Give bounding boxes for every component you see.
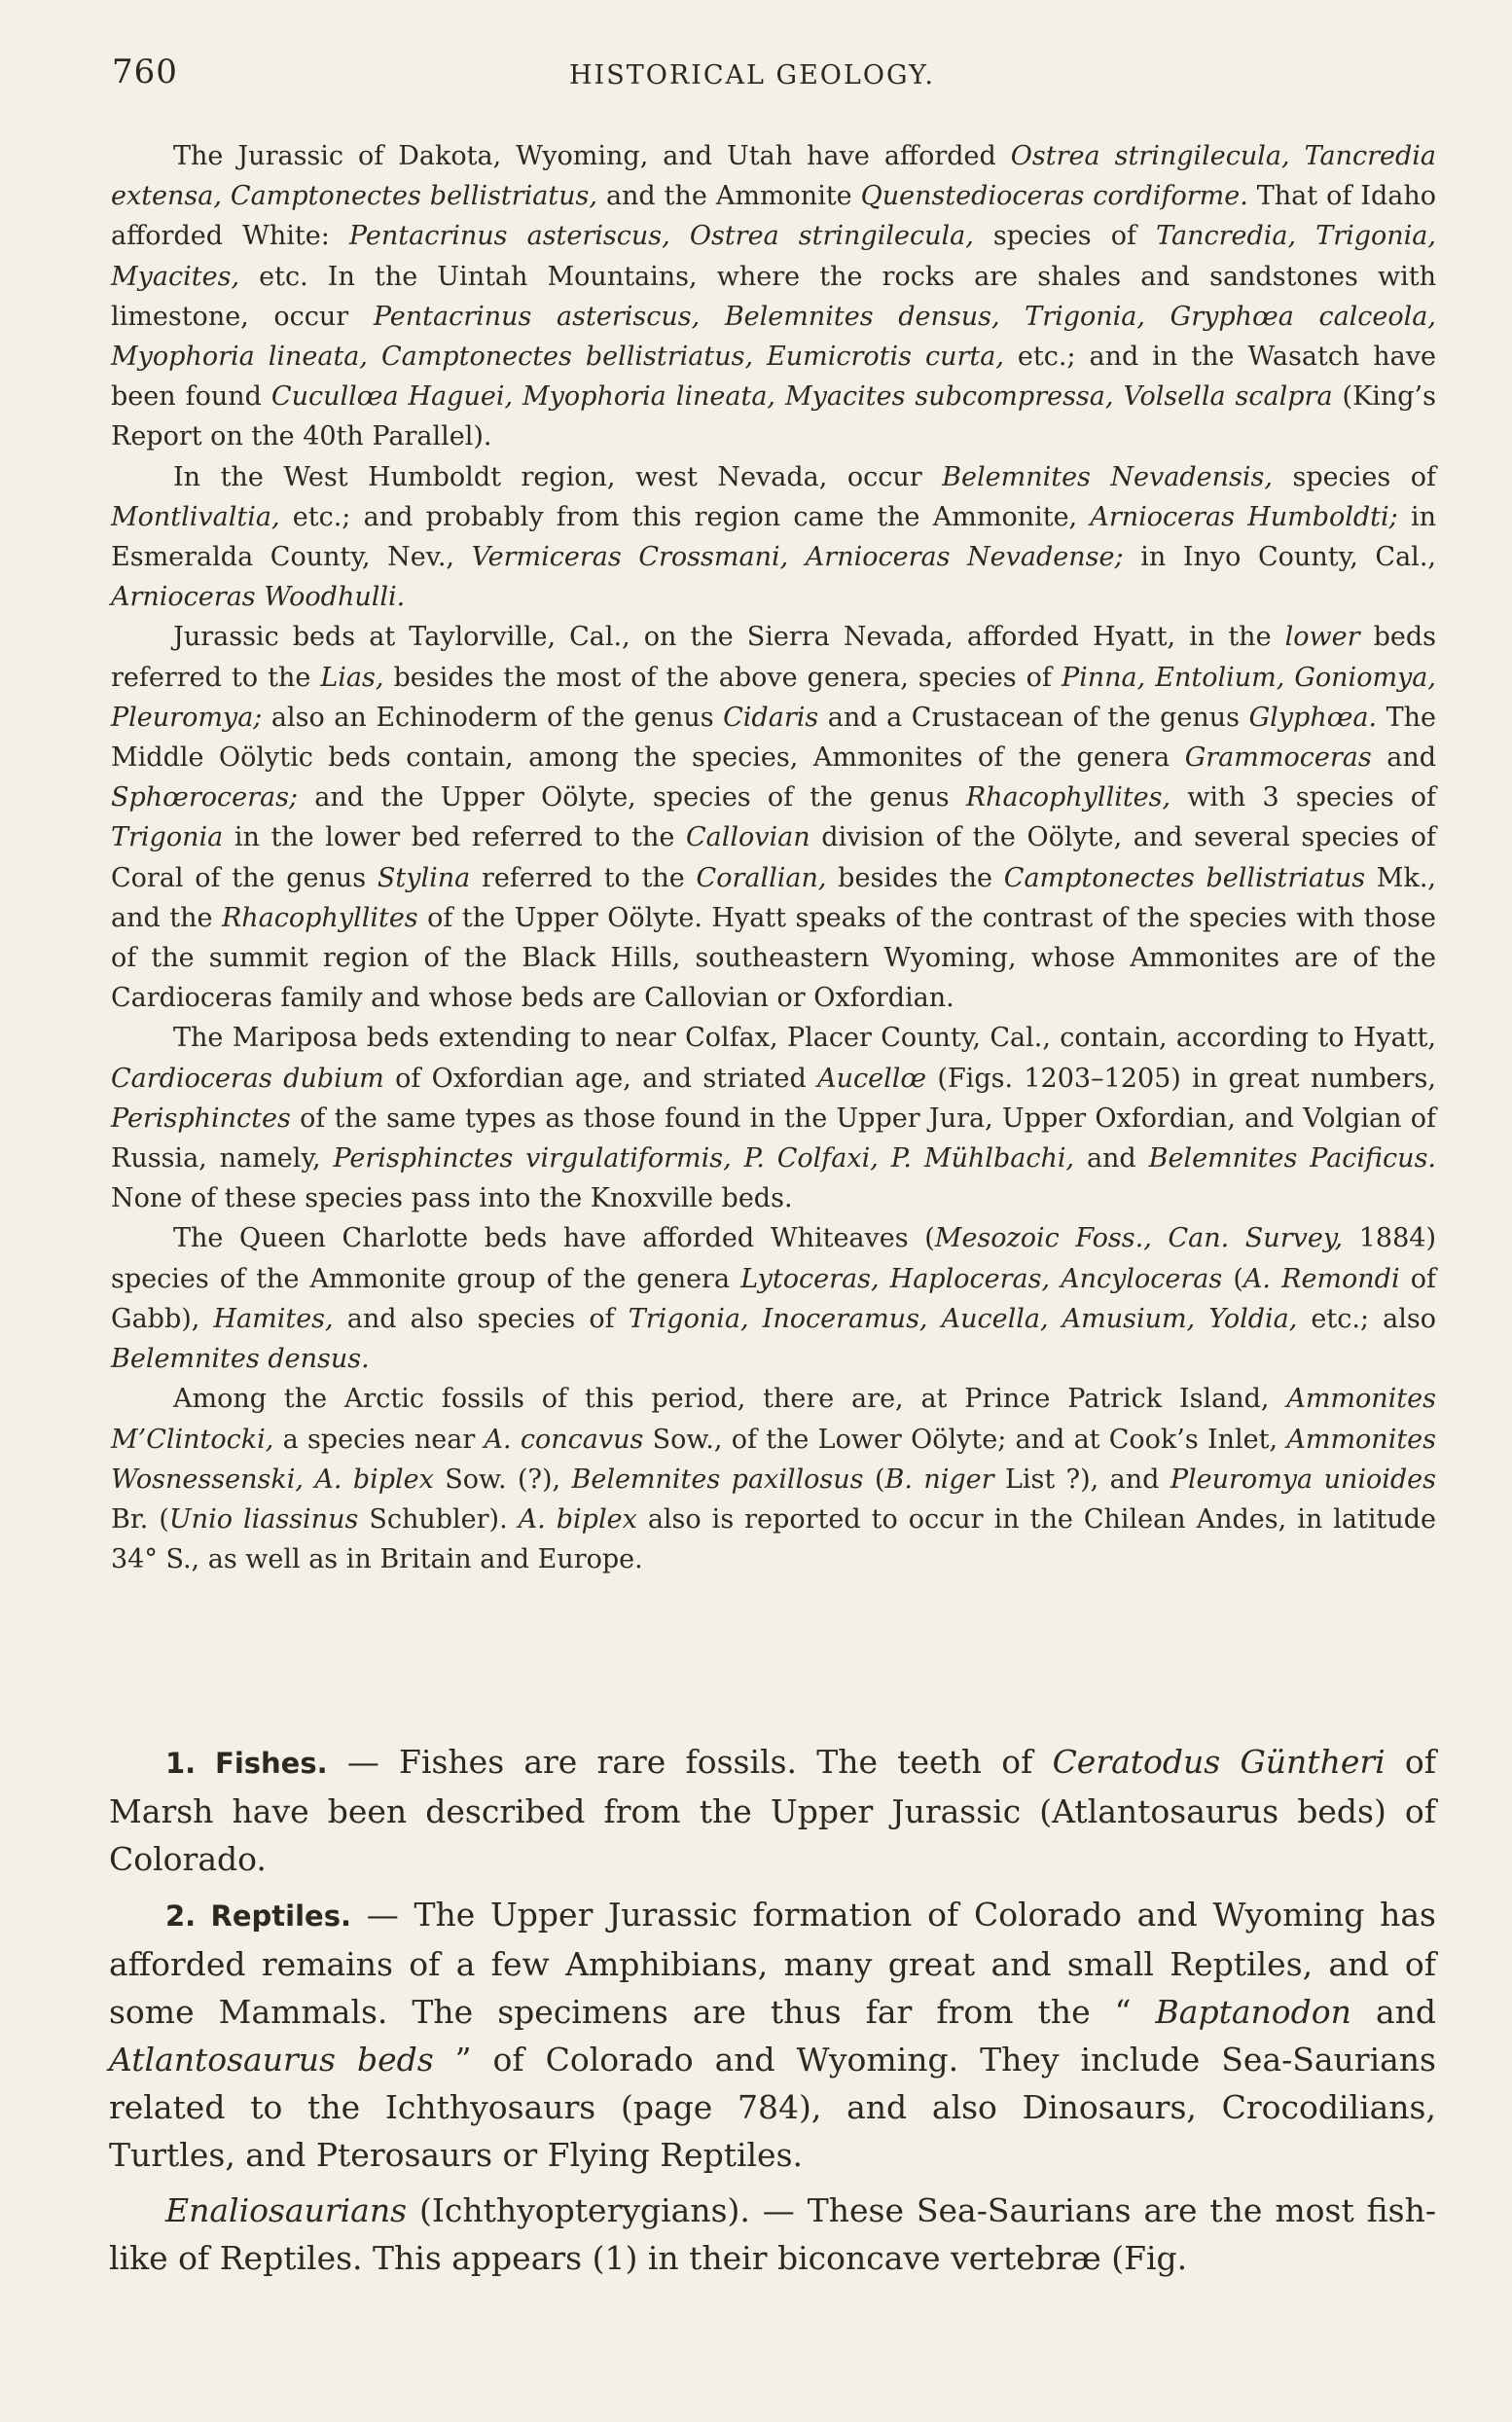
text-run: and: [1074, 1143, 1149, 1175]
text-run: The Jurassic of Dakota, Wyoming, and Utah have afforded: [173, 141, 1011, 171]
italic-term: Quenstedioceras cordiforme.: [860, 181, 1248, 212]
text-run: besides the most of the above genera, species of: [383, 662, 1062, 693]
text-run: Jurassic beds at Taylorville, Cal., on the Sierra Nevada, afforded Hyatt, in the: [173, 622, 1285, 653]
italic-term: Cardioceras dubium: [111, 1063, 384, 1094]
section-heading: 2. Reptiles.: [165, 1899, 351, 1933]
text-run: (Ichthyopterygians). — These Sea-Saurians are the most fish-like of Reptiles. This appears (1) in their biconcave vertebræ (Fig.: [109, 2191, 1436, 2277]
text-run: etc.; and in the Wasatch have been found: [111, 342, 1437, 413]
italic-term: Grammoceras: [1184, 742, 1372, 774]
paragraph-dakota-wyoming-utah: [111, 136, 1436, 457]
text-run: Mk., and the: [111, 862, 1436, 933]
italic-term: Cucullœa Haguei, Myophoria lineata, Myacites subcompressa, Volsella scalpra: [270, 381, 1333, 413]
italic-term: A. biplex: [518, 1503, 637, 1535]
text-run: In the West Humboldt region, west Nevada, occur: [173, 461, 943, 492]
text-run: — The Upper Jurassic formation of Colorado and Wyoming has afforded remains of a few Amphibians, many great and small Reptiles, and of some Mammals. The specimens are thus far from the “: [109, 1896, 1436, 2031]
small-print-section: [111, 136, 1436, 1579]
italic-term: Pentacrinus asteriscus, Ostrea stringilecula,: [348, 221, 974, 252]
italic-term: Baptanodon: [1155, 1993, 1351, 2031]
text-run: referred to the: [470, 862, 697, 893]
text-run: division of the Oölyte, and several species of Coral of the genus: [111, 822, 1436, 893]
text-run: etc.; also: [1297, 1303, 1437, 1334]
main-text-section: [109, 1738, 1436, 2290]
text-run: Schubler).: [358, 1503, 519, 1535]
italic-term: Hamites,: [213, 1303, 334, 1334]
text-run: — Fishes are rare fossils. The teeth of: [327, 1743, 1053, 1781]
text-run: ” of Colorado and Wyoming. They include Sea-Saurians related to the Ichthyosaurs (page 784), and also Dinosaurs, Crocodilians, Turtles, and Pterosaurs or Flying Reptiles.: [109, 2041, 1436, 2174]
text-run: (King’s Report on the 40th Parallel).: [111, 381, 1436, 452]
text-run: None of these species pass into the Knoxville beds.: [111, 1183, 793, 1214]
italic-term: Pleuromya unioides: [1170, 1464, 1436, 1495]
text-run: species of: [973, 221, 1157, 252]
italic-term: Camptonectes bellistriatus: [1003, 862, 1366, 893]
text-run: List ?), and: [993, 1464, 1170, 1495]
text-run: with 3 species of: [1170, 782, 1437, 813]
text-run: Br. (: [111, 1503, 169, 1535]
italic-term: Trigonia, Inoceramus, Aucella, Amusium, Yoldia,: [628, 1303, 1298, 1334]
text-run: also is reported to occur in the Chilean Andes, in latitude 34° S., as well as in Britain and Europe.: [111, 1503, 1436, 1575]
text-run: in Inyo County, Cal.,: [1123, 542, 1436, 573]
paragraph-queen-charlotte: [111, 1218, 1436, 1379]
italic-term: Belemnites paxillosus: [571, 1464, 864, 1495]
italic-term: Cidaris: [723, 702, 819, 733]
text-run: of Gabb),: [111, 1263, 1436, 1334]
text-run: of the same types as those found in the Upper Jura, Upper Oxfordian, and Volgian of Russia, namely,: [111, 1103, 1436, 1175]
text-run: 1884) species of the Ammonite group of the genera: [111, 1223, 1436, 1294]
italic-term: Belemnites Nevadensis,: [942, 461, 1273, 492]
text-run: beds referred to the: [111, 622, 1436, 693]
text-run: also an Echinoderm of the genus: [262, 702, 724, 733]
text-run: and the Ammonite: [596, 181, 861, 212]
text-run: in Esmeralda County, Nev.,: [111, 501, 1437, 573]
text-run: of Marsh have been described from the Upper Jurassic (Atlantosaurus beds) of Colorado.: [109, 1743, 1436, 1878]
paragraph-fishes: [109, 1738, 1436, 1883]
italic-term: Belemnites Pacificus.: [1148, 1143, 1437, 1175]
italic-term: lower: [1284, 622, 1360, 653]
italic-term: Stylina: [377, 862, 471, 893]
italic-term: A. Remondi: [1242, 1263, 1400, 1294]
italic-term: Trigonia: [111, 822, 224, 853]
paragraph-reptiles: [109, 1891, 1436, 2179]
running-head: HISTORICAL GEOLOGY.: [569, 60, 936, 90]
page-number: 760: [112, 53, 178, 91]
italic-term: Ammonites M’Clintocki,: [111, 1384, 1436, 1455]
italic-term: Arnioceras Humboldti;: [1090, 501, 1398, 532]
page-header: [112, 51, 1435, 99]
italic-term: Vermiceras Crossmani, Arnioceras Nevadense;: [471, 542, 1124, 573]
text-run: of Oxfordian age, and striated: [383, 1063, 818, 1094]
italic-term: Pentacrinus asteriscus, Belemnites densus, Trigonia, Gryphœa calceola, Myophoria lineata, Camptonectes bellistriatus, Eumicrotis curta,: [111, 301, 1436, 373]
text-run: etc. In the Uintah Mountains, where the rocks are shales and sandstones with limestone, occur: [111, 261, 1436, 332]
text-run: etc.; and probably from this region came the Ammonite,: [279, 501, 1091, 532]
italic-term: Ammonites Wosnessenski, A. biplex: [111, 1424, 1437, 1495]
paragraph-enaliosaurians: [109, 2187, 1436, 2282]
text-run: a species near: [273, 1424, 485, 1455]
italic-term: Rhacophyllites,: [965, 782, 1171, 813]
paragraph-mariposa-beds: [111, 1018, 1436, 1218]
text-run: The Middle Oölytic beds contain, among the species, Ammonites of the genera: [111, 702, 1437, 774]
italic-term: Montlivaltia,: [111, 501, 280, 532]
section-heading: 1. Fishes.: [165, 1747, 328, 1780]
italic-term: Enaliosaurians: [165, 2191, 408, 2229]
italic-term: Lytoceras, Haploceras, Ancyloceras: [740, 1263, 1223, 1294]
text-run: The Mariposa beds extending to near Colfax, Placer County, Cal., contain, according to Hyatt,: [173, 1023, 1436, 1054]
italic-term: Glyphœa.: [1248, 702, 1378, 733]
text-run: and a Crustacean of the genus: [818, 702, 1249, 733]
italic-term: Mesozoic Foss., Can. Survey,: [934, 1223, 1344, 1254]
italic-term: Ceratodus Güntheri: [1052, 1743, 1386, 1781]
italic-term: Aucellœ: [817, 1063, 927, 1094]
paragraph-taylorville: [111, 617, 1436, 1018]
text-run: (: [1222, 1263, 1243, 1294]
italic-term: Atlantosaurus beds: [109, 2041, 434, 2079]
text-run: and the Upper Oölyte, species of the genus: [298, 782, 966, 813]
text-run: besides the: [826, 862, 1004, 893]
italic-term: Unio liassinus: [168, 1503, 359, 1535]
paragraph-west-humboldt: [111, 457, 1436, 618]
italic-term: Perisphinctes: [111, 1103, 291, 1134]
text-run: species of: [1272, 461, 1436, 492]
italic-term: Ostrea stringilecula, Tancredia extensa, Camptonectes bellistriatus,: [111, 141, 1437, 212]
italic-term: Tancredia, Trigonia, Myacites,: [111, 221, 1436, 292]
italic-term: Rhacophyllites: [221, 902, 418, 933]
italic-term: Lias,: [320, 662, 384, 693]
text-run: The Queen Charlotte beds have afforded Whiteaves (: [173, 1223, 935, 1254]
italic-term: Corallian,: [696, 862, 827, 893]
text-run: (: [863, 1464, 885, 1495]
text-run: and: [1371, 742, 1436, 774]
italic-term: Arnioceras Woodhulli.: [111, 582, 406, 613]
italic-term: Sphœroceras;: [111, 782, 299, 813]
italic-term: A. concavus: [484, 1424, 644, 1455]
text-run: (Figs. 1203–1205) in great numbers,: [926, 1063, 1436, 1094]
text-run: of the Upper Oölyte. Hyatt speaks of the contrast of the species with those of the summit region of the Black Hills, southeastern Wyoming, whose Ammonites are of the Cardioceras family and whose beds are Callovian or Oxfordian.: [111, 902, 1436, 1014]
text-run: Among the Arctic fossils of this period, there are, at Prince Patrick Island,: [173, 1384, 1287, 1415]
italic-term: Perisphinctes virgulatiformis, P. Colfaxi, P. Mühlbachi,: [333, 1143, 1075, 1175]
italic-term: B. niger: [884, 1464, 994, 1495]
text-run: in the lower bed referred to the: [223, 822, 686, 853]
paragraph-arctic-fossils: [111, 1379, 1436, 1579]
text-run: Sow. (?),: [433, 1464, 572, 1495]
text-run: Sow., of the Lower Oölyte; and at Cook’s Inlet,: [643, 1424, 1287, 1455]
italic-term: Pinna, Entolium, Goniomya, Pleuromya;: [111, 662, 1436, 733]
italic-term: Belemnites densus.: [111, 1344, 370, 1375]
italic-term: Callovian: [685, 822, 810, 853]
text-run: and: [1350, 1993, 1436, 2031]
text-run: That of Idaho afforded White:: [111, 181, 1436, 252]
text-run: and also species of: [333, 1303, 629, 1334]
